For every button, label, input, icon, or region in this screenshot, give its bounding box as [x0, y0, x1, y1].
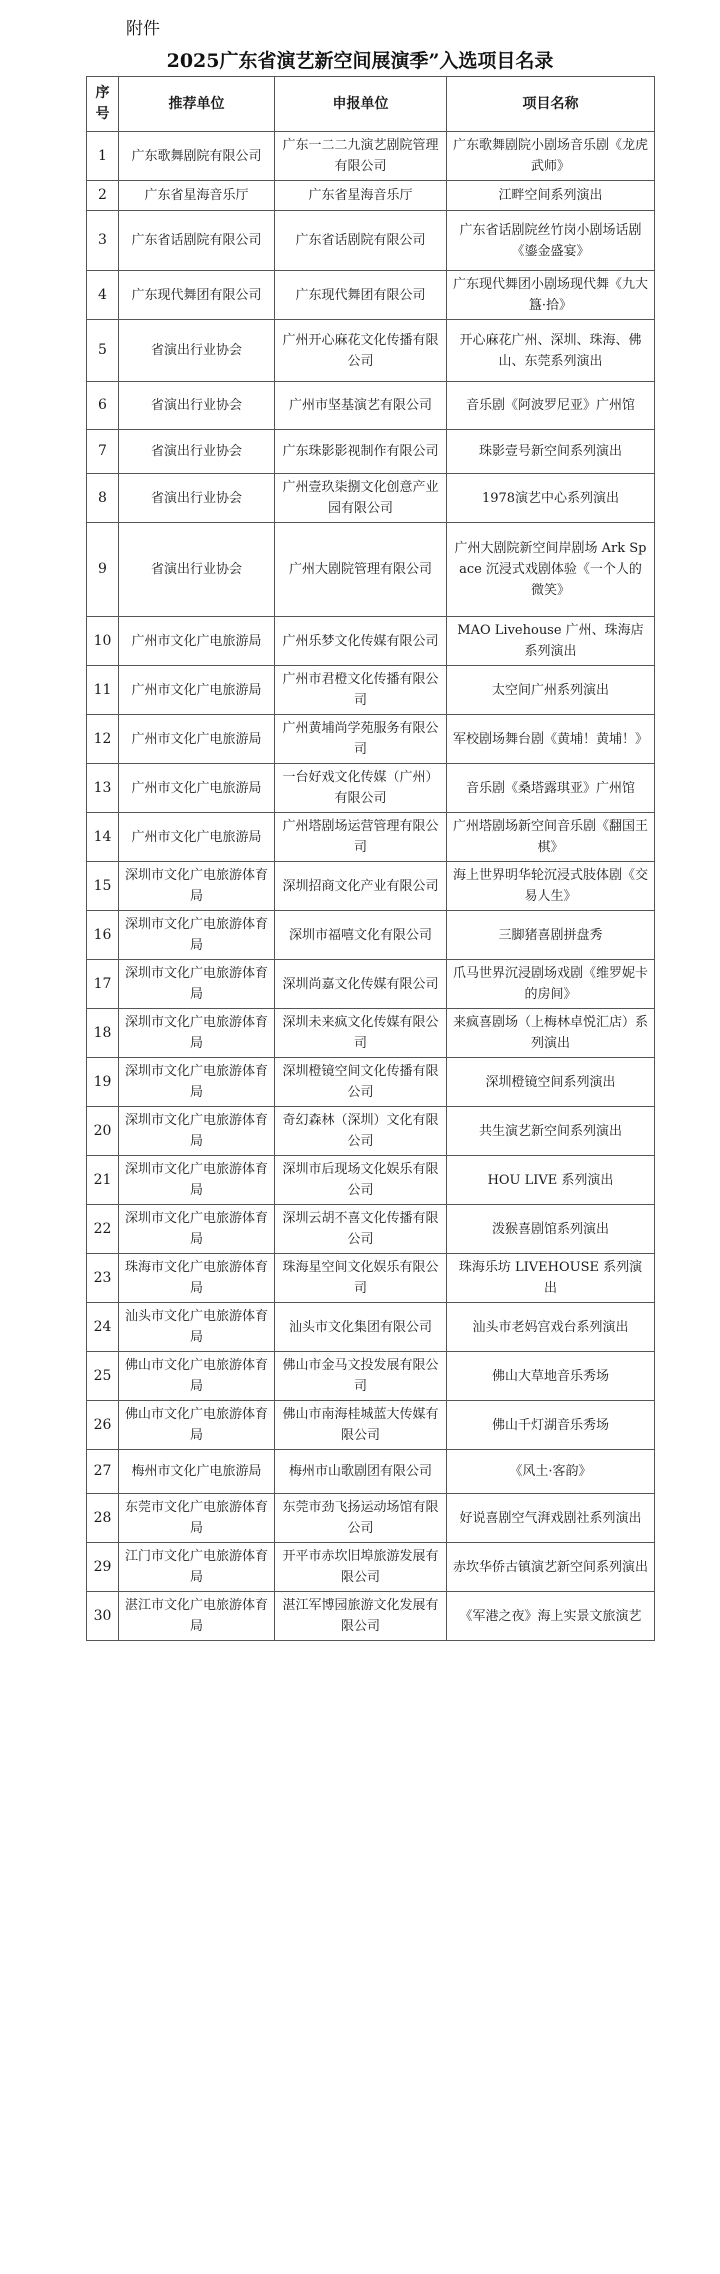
- applicant-cell: 汕头市文化集团有限公司: [275, 1303, 447, 1352]
- row-number: 29: [87, 1543, 119, 1592]
- recommender-cell: 深圳市文化广电旅游体育局: [119, 862, 275, 911]
- recommender-cell: 汕头市文化广电旅游体育局: [119, 1303, 275, 1352]
- project-cell: HOU LIVE 系列演出: [447, 1156, 655, 1205]
- project-cell: 《风土·客韵》: [447, 1450, 655, 1494]
- project-cell: 来疯喜剧场（上梅林卓悦汇店）系列演出: [447, 1009, 655, 1058]
- applicant-cell: 广东省星海音乐厅: [275, 181, 447, 211]
- recommender-cell: 广州市文化广电旅游局: [119, 617, 275, 666]
- document-title: 2025广东省演艺新空间展演季”入选项目名录: [166, 50, 554, 72]
- recommender-cell: 江门市文化广电旅游体育局: [119, 1543, 275, 1592]
- applicant-cell: 深圳招商文化产业有限公司: [275, 862, 447, 911]
- project-cell: 三脚猪喜剧拼盘秀: [447, 911, 655, 960]
- applicant-cell: 深圳云胡不喜文化传播有限公司: [275, 1205, 447, 1254]
- recommender-cell: 省演出行业协会: [119, 320, 275, 382]
- applicant-cell: 广东省话剧院有限公司: [275, 211, 447, 271]
- recommender-cell: 深圳市文化广电旅游体育局: [119, 1009, 275, 1058]
- row-number: 14: [87, 813, 119, 862]
- applicant-cell: 广州塔剧场运营管理有限公司: [275, 813, 447, 862]
- table-row: [87, 911, 655, 960]
- header-project: 项目名称: [447, 77, 655, 132]
- applicant-cell: 深圳市福嘻文化有限公司: [275, 911, 447, 960]
- project-cell: 海上世界明华轮沉浸式肢体剧《交易人生》: [447, 862, 655, 911]
- table-row: [87, 211, 655, 271]
- applicant-cell: 奇幻森林（深圳）文化有限公司: [275, 1107, 447, 1156]
- table-row: [87, 666, 655, 715]
- recommender-cell: 佛山市文化广电旅游体育局: [119, 1352, 275, 1401]
- row-number: 6: [87, 382, 119, 430]
- applicant-cell: 广东一二二九演艺剧院管理有限公司: [275, 132, 447, 181]
- row-number: 19: [87, 1058, 119, 1107]
- project-cell: 广东现代舞团小剧场现代舞《九大簋·拾》: [447, 271, 655, 320]
- row-number: 16: [87, 911, 119, 960]
- project-cell: 江畔空间系列演出: [447, 181, 655, 211]
- table-row: [87, 1107, 655, 1156]
- table-header-row: [87, 77, 655, 132]
- project-cell: 1978演艺中心系列演出: [447, 474, 655, 523]
- applicant-cell: 广州市君橙文化传播有限公司: [275, 666, 447, 715]
- recommender-cell: 深圳市文化广电旅游体育局: [119, 1107, 275, 1156]
- applicant-cell: 开平市赤坎旧埠旅游发展有限公司: [275, 1543, 447, 1592]
- recommender-cell: 深圳市文化广电旅游体育局: [119, 1058, 275, 1107]
- row-number: 27: [87, 1450, 119, 1494]
- table-row: [87, 1494, 655, 1543]
- recommender-cell: 广东省星海音乐厅: [119, 181, 275, 211]
- project-cell: 广东省话剧院丝竹岗小剧场话剧《鎏金盛宴》: [447, 211, 655, 271]
- table-row: [87, 523, 655, 617]
- row-number: 13: [87, 764, 119, 813]
- row-number: 22: [87, 1205, 119, 1254]
- project-cell: MAO Livehouse 广州、珠海店系列演出: [447, 617, 655, 666]
- recommender-cell: 广东现代舞团有限公司: [119, 271, 275, 320]
- project-cell: 广州大剧院新空间岸剧场 Ark Space 沉浸式戏剧体验《一个人的微笑》: [447, 523, 655, 617]
- row-number: 26: [87, 1401, 119, 1450]
- applicant-cell: 广州黄埔尚学苑服务有限公司: [275, 715, 447, 764]
- applicant-cell: 广州市坚基演艺有限公司: [275, 382, 447, 430]
- row-number: 17: [87, 960, 119, 1009]
- project-list-table: [86, 76, 655, 1641]
- table-row: [87, 430, 655, 474]
- recommender-cell: 省演出行业协会: [119, 474, 275, 523]
- row-number: 23: [87, 1254, 119, 1303]
- row-number: 15: [87, 862, 119, 911]
- table-row: [87, 1205, 655, 1254]
- applicant-cell: 湛江军博园旅游文化发展有限公司: [275, 1592, 447, 1641]
- header-seq: 序号: [87, 77, 119, 132]
- recommender-cell: 珠海市文化广电旅游体育局: [119, 1254, 275, 1303]
- table-row: [87, 1254, 655, 1303]
- project-cell: 珠影壹号新空间系列演出: [447, 430, 655, 474]
- row-number: 12: [87, 715, 119, 764]
- applicant-cell: 深圳市后现场文化娱乐有限公司: [275, 1156, 447, 1205]
- project-cell: 《军港之夜》海上实景文旅演艺: [447, 1592, 655, 1641]
- project-cell: 开心麻花广州、深圳、珠海、佛山、东莞系列演出: [447, 320, 655, 382]
- table-row: [87, 1303, 655, 1352]
- project-cell: 太空间广州系列演出: [447, 666, 655, 715]
- project-cell: 珠海乐坊 LIVEHOUSE 系列演出: [447, 1254, 655, 1303]
- project-cell: 赤坎华侨古镇演艺新空间系列演出: [447, 1543, 655, 1592]
- recommender-cell: 广州市文化广电旅游局: [119, 666, 275, 715]
- table-row: [87, 1058, 655, 1107]
- recommender-cell: 省演出行业协会: [119, 382, 275, 430]
- row-number: 21: [87, 1156, 119, 1205]
- table-row: [87, 1009, 655, 1058]
- row-number: 2: [87, 181, 119, 211]
- recommender-cell: 深圳市文化广电旅游体育局: [119, 911, 275, 960]
- recommender-cell: 深圳市文化广电旅游体育局: [119, 960, 275, 1009]
- recommender-cell: 广东歌舞剧院有限公司: [119, 132, 275, 181]
- applicant-cell: 广州大剧院管理有限公司: [275, 523, 447, 617]
- table-row: [87, 1543, 655, 1592]
- project-cell: 爪马世界沉浸剧场戏剧《维罗妮卡的房间》: [447, 960, 655, 1009]
- row-number: 4: [87, 271, 119, 320]
- row-number: 5: [87, 320, 119, 382]
- table-row: [87, 132, 655, 181]
- applicant-cell: 广州壹玖柒捌文化创意产业园有限公司: [275, 474, 447, 523]
- row-number: 9: [87, 523, 119, 617]
- table-row: [87, 960, 655, 1009]
- header-recommender: 推荐单位: [119, 77, 275, 132]
- recommender-cell: 广州市文化广电旅游局: [119, 715, 275, 764]
- table-row: [87, 617, 655, 666]
- project-cell: 好说喜剧空气湃戏剧社系列演出: [447, 1494, 655, 1543]
- applicant-cell: 一台好戏文化传媒（广州）有限公司: [275, 764, 447, 813]
- recommender-cell: 省演出行业协会: [119, 430, 275, 474]
- applicant-cell: 深圳尚嘉文化传媒有限公司: [275, 960, 447, 1009]
- table-row: [87, 862, 655, 911]
- row-number: 10: [87, 617, 119, 666]
- applicant-cell: 广州开心麻花文化传播有限公司: [275, 320, 447, 382]
- project-cell: 军校剧场舞台剧《黄埔！黄埔！》: [447, 715, 655, 764]
- project-cell: 音乐剧《阿波罗尼亚》广州馆: [447, 382, 655, 430]
- recommender-cell: 广东省话剧院有限公司: [119, 211, 275, 271]
- applicant-cell: 深圳橙镜空间文化传播有限公司: [275, 1058, 447, 1107]
- table-row: [87, 320, 655, 382]
- applicant-cell: 梅州市山歌剧团有限公司: [275, 1450, 447, 1494]
- row-number: 8: [87, 474, 119, 523]
- project-cell: 音乐剧《桑塔露琪亚》广州馆: [447, 764, 655, 813]
- header-applicant: 申报单位: [275, 77, 447, 132]
- row-number: 30: [87, 1592, 119, 1641]
- row-number: 24: [87, 1303, 119, 1352]
- table-row: [87, 1401, 655, 1450]
- project-cell: 深圳橙镜空间系列演出: [447, 1058, 655, 1107]
- row-number: 3: [87, 211, 119, 271]
- table-row: [87, 813, 655, 862]
- recommender-cell: 梅州市文化广电旅游局: [119, 1450, 275, 1494]
- table-row: [87, 1592, 655, 1641]
- project-cell: 广州塔剧场新空间音乐剧《翻国王棋》: [447, 813, 655, 862]
- applicant-cell: 佛山市南海桂城蓝大传媒有限公司: [275, 1401, 447, 1450]
- row-number: 25: [87, 1352, 119, 1401]
- project-cell: 佛山千灯湖音乐秀场: [447, 1401, 655, 1450]
- table-row: [87, 1156, 655, 1205]
- applicant-cell: 深圳未来疯文化传媒有限公司: [275, 1009, 447, 1058]
- applicant-cell: 广东现代舞团有限公司: [275, 271, 447, 320]
- applicant-cell: 佛山市金马文投发展有限公司: [275, 1352, 447, 1401]
- row-number: 7: [87, 430, 119, 474]
- row-number: 20: [87, 1107, 119, 1156]
- project-cell: 佛山大草地音乐秀场: [447, 1352, 655, 1401]
- table-row: [87, 181, 655, 211]
- recommender-cell: 深圳市文化广电旅游体育局: [119, 1205, 275, 1254]
- table-row: [87, 474, 655, 523]
- applicant-cell: 广东珠影影视制作有限公司: [275, 430, 447, 474]
- recommender-cell: 省演出行业协会: [119, 523, 275, 617]
- recommender-cell: 佛山市文化广电旅游体育局: [119, 1401, 275, 1450]
- row-number: 11: [87, 666, 119, 715]
- row-number: 1: [87, 132, 119, 181]
- recommender-cell: 广州市文化广电旅游局: [119, 764, 275, 813]
- table-row: [87, 382, 655, 430]
- applicant-cell: 珠海星空间文化娱乐有限公司: [275, 1254, 447, 1303]
- recommender-cell: 湛江市文化广电旅游体育局: [119, 1592, 275, 1641]
- applicant-cell: 广州乐梦文化传媒有限公司: [275, 617, 447, 666]
- table-row: [87, 271, 655, 320]
- recommender-cell: 深圳市文化广电旅游体育局: [119, 1156, 275, 1205]
- project-cell: 共生演艺新空间系列演出: [447, 1107, 655, 1156]
- applicant-cell: 东莞市劲飞扬运动场馆有限公司: [275, 1494, 447, 1543]
- table-row: [87, 1450, 655, 1494]
- project-cell: 广东歌舞剧院小剧场音乐剧《龙虎武师》: [447, 132, 655, 181]
- annex-label: 附件: [126, 19, 160, 39]
- table-row: [87, 764, 655, 813]
- project-cell: 汕头市老妈宫戏台系列演出: [447, 1303, 655, 1352]
- row-number: 28: [87, 1494, 119, 1543]
- recommender-cell: 东莞市文化广电旅游体育局: [119, 1494, 275, 1543]
- row-number: 18: [87, 1009, 119, 1058]
- table-row: [87, 715, 655, 764]
- table-row: [87, 1352, 655, 1401]
- recommender-cell: 广州市文化广电旅游局: [119, 813, 275, 862]
- project-cell: 泼猴喜剧馆系列演出: [447, 1205, 655, 1254]
